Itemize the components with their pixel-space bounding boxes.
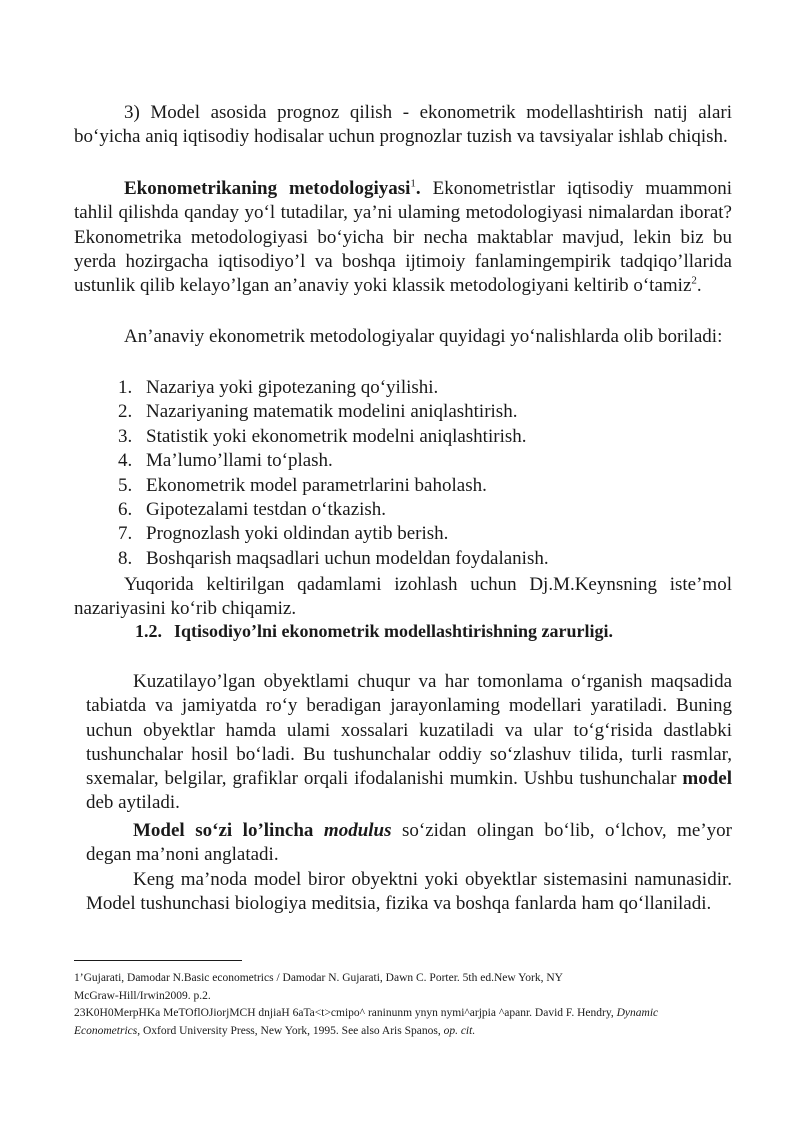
paragraph-kuzatilayolgan bbox=[86, 670, 732, 816]
list-item-number: 8. bbox=[118, 547, 133, 569]
list-item-text: Nazariyaning matematik modelini aniqlashtirish. bbox=[146, 401, 518, 423]
methodology-steps-list bbox=[118, 376, 549, 571]
list-item bbox=[118, 449, 549, 473]
list-item-number: 1. bbox=[118, 377, 133, 398]
paragraph-yonalishlar-text: An’anaviy ekonometrik metodologiyalar quyidagi yo‘nalishlarda olib boriladi: bbox=[124, 326, 723, 347]
footnote-line bbox=[74, 1005, 734, 1023]
footnote-line bbox=[74, 1023, 734, 1041]
footnote-ref-2: 2 bbox=[691, 274, 697, 287]
list-item-text: Ekonometrik model parametrlarini baholash. bbox=[146, 474, 487, 496]
list-item-number: 5. bbox=[118, 474, 133, 496]
list-item-text: Ma’lumo’llami to‘plash. bbox=[146, 450, 333, 472]
list-item-text: Statistik yoki ekonometrik modelni aniqlashtirish. bbox=[146, 425, 527, 447]
paragraph-modulus-text: so‘zidan olingan bo‘lib, o‘lchov, me’yor degan ma’noni anglatadi. bbox=[86, 820, 732, 866]
list-item-number: 4. bbox=[118, 450, 133, 472]
footnote-italic: Dynamic bbox=[616, 1007, 659, 1019]
paragraph-kuzatilayolgan-end: deb aytiladi. bbox=[86, 792, 180, 814]
footnote-italic: op. cit. bbox=[443, 1024, 476, 1037]
list-item-number: 2. bbox=[118, 401, 133, 423]
paragraph-yonalishlar bbox=[74, 325, 732, 349]
paragraph-modulus bbox=[86, 819, 732, 868]
footnote-line: McGraw-Hill/Irwin2009. p.2. bbox=[74, 989, 211, 1002]
list-item bbox=[118, 400, 549, 424]
metodologiya-title-period: . bbox=[415, 178, 421, 199]
paragraph-keng-text: Keng ma’noda model biror obyektni yoki obyektlar sistemasini namunasidir. Model tushunchasi biologiya meditsia, fizika va boshqa fanlarda ham qo‘llaniladi. bbox=[86, 869, 732, 915]
metodologiya-end: . bbox=[696, 275, 702, 297]
metodologiya-title: Ekonometrikaning metodologiyasi bbox=[124, 178, 411, 199]
paragraph-keng bbox=[86, 868, 732, 917]
paragraph-keynes-text: Yuqorida keltirilgan qadamlami izohlash uchun Dj.M.Keynsning iste’mol nazariyasini ko‘rib chiqamiz. bbox=[74, 574, 732, 620]
section-title: Iqtisodiyo’lni ekonometrik modellashtirishning zarurligi. bbox=[174, 621, 614, 641]
paragraph-model-prognoz bbox=[74, 101, 732, 150]
footnotes bbox=[74, 970, 734, 1040]
footnote-line: 1’Gujarati, Damodar N.Basic econometrics / Damodar N. Gujarati, Dawn C. Porter. 5th ed.New York, NY bbox=[74, 972, 563, 984]
modulus-term: modulus bbox=[323, 820, 392, 841]
list-item-number: 6. bbox=[118, 499, 133, 521]
paragraph-keynes bbox=[74, 573, 732, 622]
model-term: model bbox=[682, 768, 732, 790]
list-item bbox=[118, 425, 549, 449]
list-item bbox=[118, 498, 549, 522]
section-heading bbox=[135, 621, 613, 642]
footnote-italic: Econometrics bbox=[74, 1024, 138, 1037]
list-item-number: 7. bbox=[118, 523, 133, 545]
section-number: 1.2. bbox=[135, 621, 162, 641]
paragraph-metodologiya bbox=[74, 177, 732, 298]
footnote-text: , Oxford University Press, New York, 1995. See also Aris Spanos, bbox=[137, 1024, 444, 1037]
list-item-text: Prognozlash yoki oldindan aytib berish. bbox=[146, 523, 449, 545]
list-item-text: Nazariya yoki gipotezaning qo‘yilishi. bbox=[146, 377, 439, 398]
list-item bbox=[118, 522, 549, 546]
footnote-separator bbox=[74, 960, 242, 961]
list-item bbox=[118, 547, 549, 571]
paragraph-model-prognoz-text: 3) Model asosida prognoz qilish - ekonometrik modellashtirish natij alari bo‘yicha aniq iqtisodiy hodisalar uchun prognozlar tuzish va tavsiyalar ishlab chiqish. bbox=[74, 102, 732, 148]
list-item bbox=[118, 376, 549, 400]
metodologiya-text: Ekonometristlar iqtisodiy muammoni tahlil qilishda qanday yo‘l tutadilar, ya’ni ulaming metodologiyasi nimalardan iborat? Ekonometrika metodologiyasi bo‘yicha bir necha maktablar mavjud, lekin biz bu yerda hozirgacha iqtisodiyo’l va boshqa ijtimoiy fanlamingempirik tadqiqo’llarida ustunlik qilib kelayo’lgan an’anaviy yoki klassik metodologiyani keltirib o‘tamiz bbox=[74, 178, 732, 297]
list-item-text: Boshqarish maqsadlari uchun modeldan foydalanish. bbox=[146, 547, 549, 569]
footnote-ref-1: 1 bbox=[410, 177, 416, 190]
paragraph-kuzatilayolgan-text: Kuzatilayo’lgan obyektlami chuqur va har tomonlama o‘rganish maqsadida tabiatda va jamiyatda ro‘y beradigan jarayonlaming modellari yaratiladi. Buning uchun obyektlar hamda ulami xossalari kuzatiladi va ular to‘g‘risida dastlabki tushunchalar hosil bo‘ladi. Bu tushunchalar oddiy so‘zlashuv tilida, turli rasmlar, sxemalar, belgilar, grafiklar orqali ifodalanishi mumkin. Ushbu tushunchalar bbox=[86, 671, 732, 790]
list-item-text: Gipotezalami testdan o‘tkazish. bbox=[146, 499, 387, 521]
modulus-lead: Model so‘zi lo’lincha bbox=[133, 820, 324, 841]
list-item-number: 3. bbox=[118, 425, 133, 447]
list-item bbox=[118, 474, 549, 498]
footnote-text: 23K0H0MerpHKa MeTOflOJiorjMCH dnjiaH 6aTa<t>cmipo^ raninunm ynyn nymi^arjpia ^apanr. David F. Hendry, bbox=[74, 1007, 617, 1019]
